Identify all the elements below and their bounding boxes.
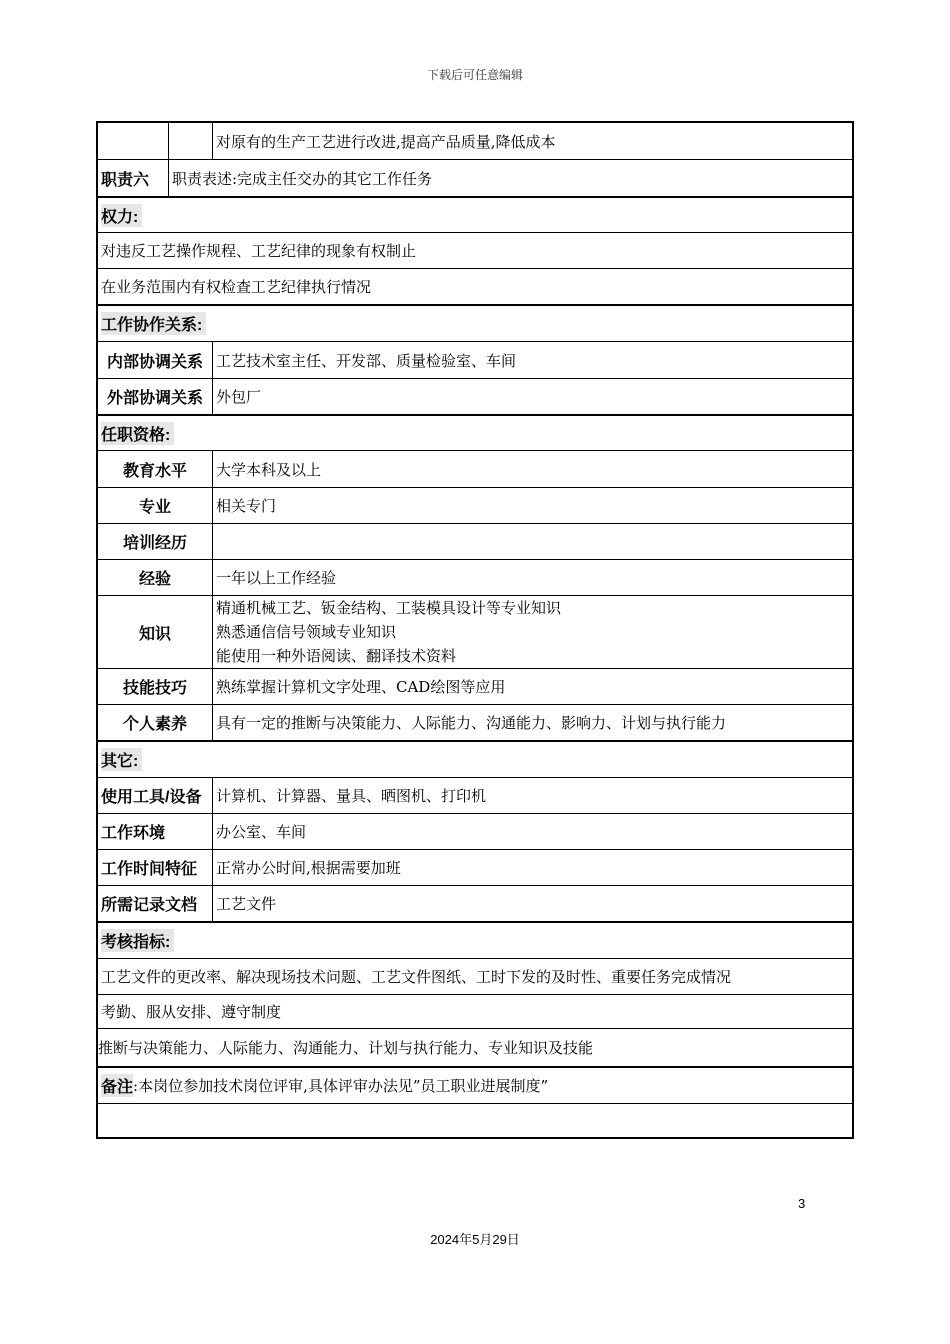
other-section [98, 740, 852, 777]
remark-label: 备注 [101, 1074, 133, 1097]
qualifications-title: 任职资格: [101, 422, 174, 445]
assessment-item: 推断与决策能力、人际能力、沟通能力、计划与执行能力、专业知识及技能 [98, 1028, 852, 1066]
major-row: 专业 相关专门 [98, 487, 852, 523]
external-relations-row [98, 378, 852, 414]
other-title: 其它: [101, 748, 142, 771]
personal-quality-row: 个人素养 具有一定的推断与决策能力、人际能力、沟通能力、影响力、计划与执行能力 [98, 704, 852, 740]
work-time-row: 工作时间特征 正常办公时间,根据需要加班 [98, 849, 852, 885]
footer-date: 2024年5月29日 [430, 1232, 520, 1247]
external-relations-label: 外部协调关系 [106, 390, 203, 407]
authority-item: 对违反工艺操作规程、工艺纪律的现象有权制止 [98, 232, 852, 268]
assessment-item: 工艺文件的更改率、解决现场技术问题、工艺文件图纸、工时下发的及时性、重要任务完成情况 [98, 958, 852, 994]
qualifications-section [98, 414, 852, 450]
remark-text: :本岗位参加技术岗位评审,具体评审办法见”员工职业进展制度” [133, 1077, 549, 1095]
knowledge-line: 能使用一种外语阅读、翻译技术资料 [216, 647, 457, 665]
documents-row: 所需记录文档 工艺文件 [98, 885, 852, 921]
tools-row: 使用工具/设备 计算机、计算器、量具、晒图机、打印机 [98, 777, 852, 813]
internal-relations-value: 工艺技术室主任、开发部、质量检验室、车间 [212, 342, 852, 378]
duty6-label: 职责六 [101, 171, 150, 189]
duty5-row [98, 123, 852, 159]
assessment-section [98, 921, 852, 958]
internal-relations-row [98, 341, 852, 378]
remark-row [98, 1066, 852, 1103]
internal-relations-label: 内部协调关系 [106, 353, 203, 371]
assessment-title: 考核指标: [101, 929, 174, 952]
external-relations-value: 外包厂 [212, 379, 852, 414]
authority-title: 权力: [101, 204, 142, 227]
knowledge-row: 知识 精通机械工艺、钣金结构、工装模具设计等专业知识 熟悉通信信号领域专业知识 能使用一种外语阅读、翻译技术资料 [98, 595, 852, 668]
duty6-content: 职责表述:完成主任交办的其它工作任务 [168, 160, 852, 196]
knowledge-line: 熟悉通信信号领域专业知识 [216, 623, 397, 641]
page-number: 3 [798, 1196, 806, 1211]
skills-row: 技能技巧 熟练掌握计算机文字处理、CAD绘图等应用 [98, 668, 852, 704]
authority-section [98, 196, 852, 232]
knowledge-list [212, 596, 852, 668]
relations-section [98, 304, 852, 341]
duty6-row [98, 159, 852, 196]
education-row: 教育水平 大学本科及以上 [98, 450, 852, 487]
training-row: 培训经历 [98, 523, 852, 559]
empty-row [98, 1103, 852, 1137]
relations-title: 工作协作关系: [101, 312, 206, 335]
environment-row: 工作环境 办公室、车间 [98, 813, 852, 849]
job-description-table [96, 121, 854, 1139]
authority-item: 在业务范围内有权检查工艺纪律执行情况 [98, 268, 852, 304]
duty5-content: 对原有的生产工艺进行改进,提高产品质量,降低成本 [212, 123, 852, 159]
knowledge-line: 精通机械工艺、钣金结构、工装模具设计等专业知识 [216, 599, 562, 617]
page-header: 下载后可任意编辑 [426, 68, 523, 82]
experience-row: 经验 一年以上工作经验 [98, 559, 852, 595]
assessment-item: 考勤、服从安排、遵守制度 [98, 994, 852, 1028]
